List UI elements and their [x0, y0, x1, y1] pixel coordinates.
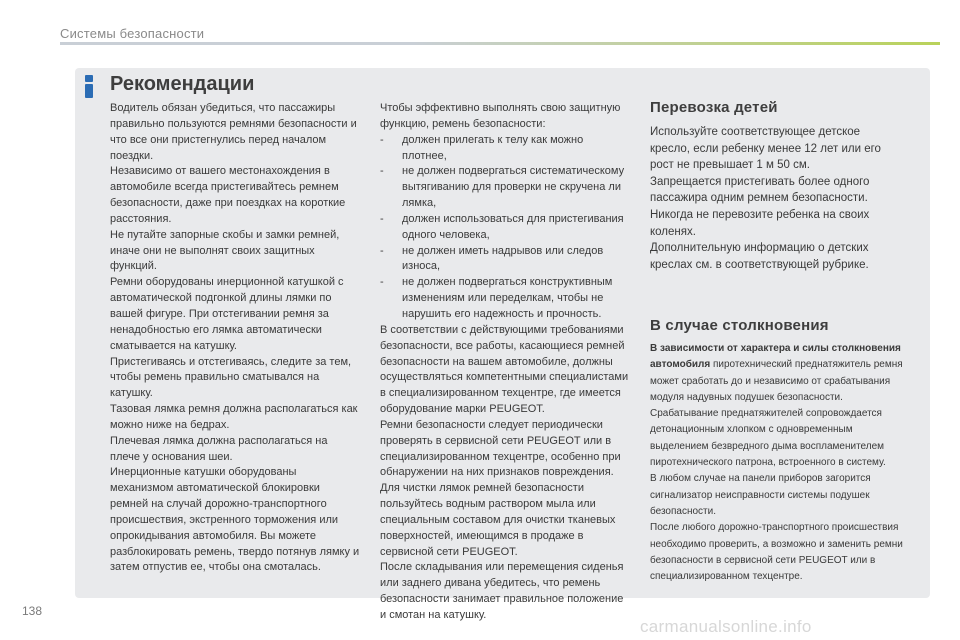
paragraph: Пристегиваясь и отстегиваясь, следите за тем, чтобы ремень правильно сматывался на катушку.	[110, 355, 352, 400]
paragraph: Тазовая лямка ремня должна располагаться как можно ниже на бедрах.	[110, 403, 358, 431]
list-item: - не должен иметь надрывов или следов износа,	[380, 244, 604, 273]
paragraph: Независимо от вашего местонахождения в автомобиле всегда пристегивайтесь ремнем безопасности, даже при поездках на короткие расстояния.	[110, 165, 346, 225]
recommendations-column-2	[380, 101, 630, 624]
paragraph: Дополнительную информацию о детских креслах см. в соответствующей рубрике.	[650, 242, 869, 271]
paragraph: После складывания или перемещения сиденья или заднего дивана убедитесь, что ремень безопасности занимает правильное положение и смотан на катушку.	[380, 561, 624, 621]
paragraph: Ремни безопасности следует периодически проверять в сервисной сети PEUGEOT или в специализированном техцентре, особенно при обнаружении на них признаков повреждения.	[380, 418, 621, 479]
child-transport-body	[650, 124, 900, 273]
child-transport-heading: Перевозка детей	[650, 99, 778, 116]
paragraph: Водитель обязан убедиться, что пассажиры правильно пользуются ремнями безопасности и что все они пристегнулись перед началом поездки.	[110, 102, 357, 162]
header-divider	[60, 42, 940, 45]
watermark: carmanualsonline.info	[640, 617, 812, 636]
recommendations-heading: Рекомендации	[110, 73, 255, 95]
paragraph: Никогда не перевозите ребенка на своих коленях.	[650, 208, 870, 238]
paragraph: После любого дорожно-транспортного происшествия необходимо проверить, а возможно и заменить ремни безопасности в сервисной сети PEUGEOT или в специализированном техцентре.	[650, 522, 903, 583]
paragraph: Чтобы эффективно выполнять свою защитную функцию, ремень безопасности:	[380, 102, 621, 130]
info-icon	[80, 75, 98, 99]
paragraph: В любом случае на панели приборов загорится сигнализатор неисправности системы подушек безопасности.	[650, 473, 871, 517]
paragraph: Используйте соответствующее детское кресло, если ребенку менее 12 лет или его рост не превышает 1 м 50 см.	[650, 126, 881, 172]
lead-text: пиротехнический преднатяжитель ремня может сработать до и независимо от срабатывания модуля надувных подушек безопасности. Срабатывание преднатяжителей сопровождается детонационным хлопком с одновременным выделением безвредного дыма воспламенителем пиротехнического патрона, встроенного в систему.	[650, 359, 903, 469]
paragraph: Плечевая лямка должна располагаться на плече у основания шеи.	[110, 434, 328, 463]
bold-lead: В зависимости от характера и силы столкновения автомобиля	[650, 343, 901, 371]
collision-heading: В случае столкновения	[650, 317, 829, 334]
paragraph: Не путайте запорные скобы и замки ремней, иначе они не выполнят своих защитных функций.	[110, 228, 340, 273]
recommendations-column-1	[110, 101, 360, 576]
paragraph: Для чистки лямок ремней безопасности пользуйтесь водным раствором мыла или специальным составом для очистки тканевых поверхностей, имеющимся в продаже в сервисной сети PEUGEOT.	[380, 482, 616, 558]
list-item: - не должен подвергаться систематическому вытягиванию для проверки не скручена ли лямка,	[380, 165, 625, 210]
list-item: - должен использоваться для пристегивания одного человека,	[380, 212, 624, 241]
section-title: Системы безопасности	[60, 26, 205, 41]
paragraph: Инерционные катушки оборудованы механизмом автоматической блокировки ремней на случай дорожно-транспортного происшествия, экстренного торможения или опрокидывания автомобиля. Вы можете разблокировать ремень, твердо потянув лямку и затем отпустив ее, чтобы она смоталась.	[110, 466, 360, 574]
paragraph: Запрещается пристегивать более одного пассажира одним ремнем безопасности.	[650, 175, 870, 205]
paragraph: В соответствии с действующими требованиями безопасности, все работы, касающиеся ремней безопасности на вашем автомобиле, должны осуществляться компетентными специалистами в специализированном техцентре, где имеется оборудование марки PEUGEOT.	[380, 323, 629, 416]
paragraph	[650, 341, 905, 471]
list-item: - не должен подвергаться конструктивным изменениям или переделкам, чтобы не нарушить его надежность и прочность.	[380, 276, 613, 320]
paragraph: Ремни оборудованы инерционной катушкой с автоматической подгонкой длины лямки по вашей фигуре. При отстегивании ремня за ненадобностью его лямка автоматически сматывается на катушку.	[110, 276, 344, 352]
list-item: - должен прилегать к телу как можно плотнее,	[380, 133, 584, 162]
page-number: 138	[22, 604, 43, 618]
collision-body	[650, 341, 905, 585]
